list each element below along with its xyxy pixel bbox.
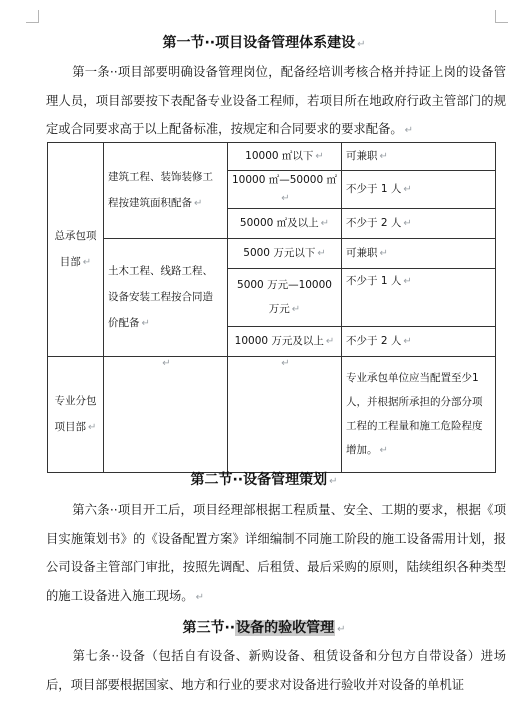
paragraph-mark: ↵ xyxy=(357,39,366,50)
section3-title-prefix: 第三节·· xyxy=(182,620,236,636)
category-cell-building: 建筑工程、装饰装修工程按建筑面积配备 ↵ xyxy=(104,143,228,239)
amount-cell: 50000 ㎡及以上 ↵ xyxy=(228,209,342,239)
page-corner-mark-left xyxy=(26,10,39,23)
section2-paragraph xyxy=(46,496,506,612)
paragraph-mark: ↵ xyxy=(337,624,346,635)
requirement-cell: 不少于 1 人 ↵ xyxy=(342,269,496,327)
empty-cell: ↵ xyxy=(228,357,342,473)
section3-heading xyxy=(0,619,528,639)
group-cell-general-contract: 总承包项目部 ↵ xyxy=(48,143,104,357)
requirement-cell: 不少于 1 人 ↵ xyxy=(342,171,496,209)
subcontract-note-cell: 专业承包单位应当配置至少1人，并根据所承担的分部分项工程的工程量和施工危险程度增加。 ↵ xyxy=(342,357,496,473)
group-cell-subcontract: 专业分包项目部 ↵ xyxy=(48,357,104,473)
section1-text: 第一条··项目部要明确设备管理岗位，配备经培训考核合格并持证上岗的设备管理人员，项目部要按下表配备专业设备工程师，若项目所在地政府行政主管部门的规定或合同要求高于以上配备标准，按规定和合同要求的要求配备。 xyxy=(46,65,506,136)
paragraph-mark: ↵ xyxy=(82,257,92,268)
section2-title: 第二节··设备管理策划 xyxy=(190,472,328,488)
paragraph-mark: ↵ xyxy=(88,422,97,433)
table-row xyxy=(48,357,496,473)
requirement-cell: 可兼职 ↵ xyxy=(342,143,496,171)
paragraph-mark: ↵ xyxy=(195,591,204,603)
section3-text: 第七条··设备（包括自有设备、新购设备、租赁设备和分包方自带设备）进场后，项目部要根据国家、地方和行业的要求对设备进行验收并对设备的单机证 xyxy=(46,649,506,692)
requirement-cell: 不少于 2 人 ↵ xyxy=(342,327,496,357)
requirement-cell: 可兼职 ↵ xyxy=(342,239,496,269)
amount-cell: 10000 ㎡以下 ↵ xyxy=(228,143,342,171)
staffing-table xyxy=(47,142,496,473)
amount-cell: 5000 万元以下 ↵ xyxy=(228,239,342,269)
section2-text: 第六条··项目开工后，项目经理部根据工程质量、安全、工期的要求，根据《项目实施策划书》的《设备配置方案》详细编制不同施工阶段的施工设备需用计划，报公司设备主管部门审批，按照先调配、后租赁、最后采购的原则，陆续组织各种类型的施工设备进入施工现场。 xyxy=(46,503,506,603)
paragraph-mark: ↵ xyxy=(404,125,414,136)
requirement-cell: 不少于 2 人 ↵ xyxy=(342,209,496,239)
table-row xyxy=(48,239,496,269)
amount-cell: 10000 万元及以上 ↵ xyxy=(228,327,342,357)
section1-paragraph xyxy=(46,58,506,146)
empty-cell: ↵ xyxy=(104,357,228,473)
section1-heading xyxy=(0,34,528,54)
paragraph-mark: ↵ xyxy=(329,476,338,487)
section1-title: 第一节··项目设备管理体系建设 xyxy=(162,35,356,51)
amount-cell: 10000 ㎡—50000 ㎡↵ xyxy=(228,171,342,209)
paragraph-mark: ↵ xyxy=(141,318,150,329)
page-corner-mark-right xyxy=(495,10,508,23)
table-row xyxy=(48,143,496,171)
paragraph-mark: ↵ xyxy=(194,198,203,209)
category-cell-civil: 土木工程、线路工程、设备安装工程按合同造价配备 ↵ xyxy=(104,239,228,357)
section3-paragraph xyxy=(46,642,506,699)
section3-title-highlight: 设备的验收管理 xyxy=(236,620,335,636)
amount-cell: 5000 万元—10000 万元 ↵ xyxy=(228,269,342,327)
section2-heading xyxy=(0,471,528,491)
